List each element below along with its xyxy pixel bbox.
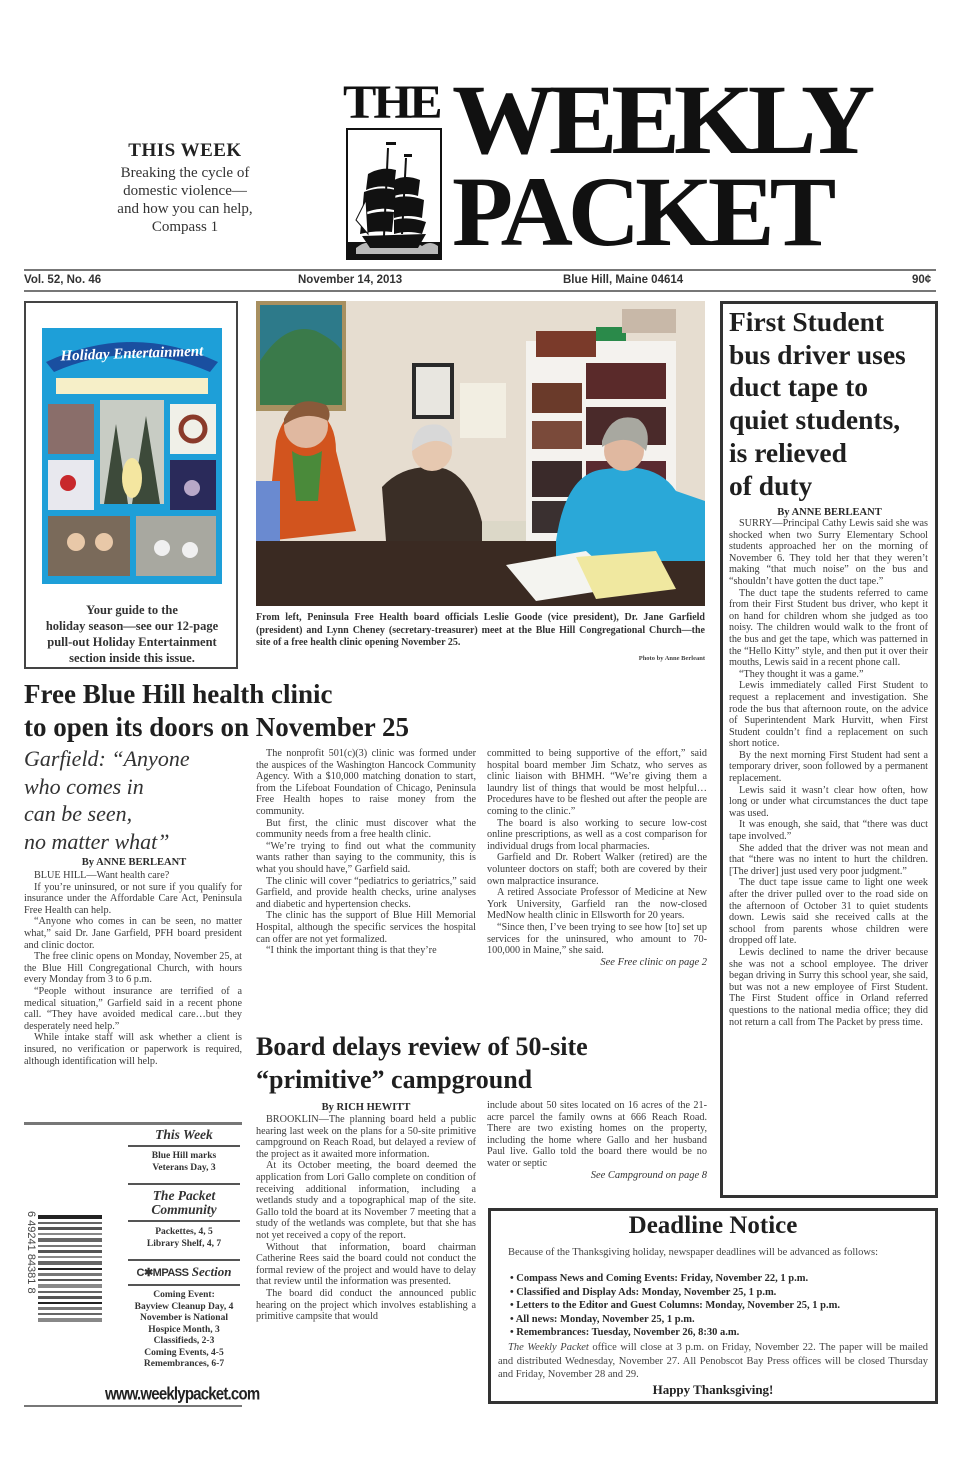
paragraph: BROOKLIN—The planning board held a public hearing last week on the plans for a 50-site primitive campground on Reach Road, but delayed a review of the project as it awaited more information. — [256, 1114, 476, 1160]
compass-logo: C✱MPASS — [136, 1267, 189, 1279]
paragraph: While intake staff will ask whether a client is insured, no verification or paperwork is required, although identification will help. — [24, 1032, 242, 1067]
website-link[interactable]: www.weeklypacket.com — [105, 1384, 260, 1405]
clinic-story-column-1 — [24, 870, 242, 1067]
caption-line: pull-out Holiday Entertainment — [47, 635, 217, 649]
paragraph: “People without insurance are terrified of a medical situation,” Garfield said in a recent phone call. “They have avoided medical care…but they desperately need help.” — [24, 985, 242, 1032]
index-item: Hospice Month, 3 — [148, 1324, 220, 1335]
paragraph: A retired Associate Professor of Medicine at New York University, Garfield ran the now-closed MedNow health clinic in Ellsworth for 20 years. — [487, 887, 707, 922]
headline-line: Board delays review of 50-site — [256, 1032, 588, 1061]
holiday-banner — [42, 328, 222, 374]
campground-story-column-2 — [487, 1100, 707, 1181]
paragraph: It was enough, she said, that “there was duct tape involved.” — [729, 819, 928, 843]
index-item: Bayview Cleanup Day, 4 — [134, 1301, 234, 1312]
closing-text: office will close at 3 p.m. on Friday, November 22. The paper will be mailed and distributed Wednesday, November 27. All Penobscot Bay Press offices will be closed Thursday and Friday, November 28 and 29. — [498, 1342, 928, 1380]
index-rule — [128, 1183, 240, 1185]
index-item: Coming Event: — [153, 1290, 215, 1300]
headline-line: First Student — [729, 306, 885, 337]
paragraph: The nonprofit 501(c)(3) clinic was formed under the auspices of the Washington Hancock Community Agency. With a $10,000 matching donation to start, from the Lifeboat Foundation of Chicago, Peninsula Free Health hopes to raise money from the community. — [256, 748, 476, 817]
deadline-sign-off: Happy Thanksgiving! — [652, 1382, 774, 1397]
teaser-line: domestic violence— — [123, 183, 247, 199]
headline-line: Free Blue Hill health clinic — [24, 679, 333, 709]
teaser-line: and how you can help, — [117, 201, 253, 217]
issue-date: November 14, 2013 — [298, 274, 403, 286]
paragraph: She added that the driver was not mean and that “there was no intent to hurt the children. [The driver] just used very poor judgment.” — [729, 842, 928, 877]
photo-credit: Photo by Anne Berleant — [638, 655, 705, 662]
index-heading-line: Community — [151, 1202, 217, 1217]
paragraph: The board did conduct the announced public hearing on the project which involves establishing a primitive campsite that would — [256, 1287, 476, 1323]
health-board-photo[interactable] — [256, 301, 705, 606]
location: Blue Hill, Maine 04614 — [563, 274, 684, 286]
index-community-heading — [128, 1189, 240, 1217]
paragraph: “They thought it was a game.” — [739, 668, 864, 680]
deadline-notice-title: Deadline Notice — [628, 1212, 798, 1239]
subhead-line: Garfield: “Anyone — [24, 746, 190, 771]
column-rule — [24, 1122, 242, 1125]
paragraph: If you’re uninsured, or not sure if you qualify for insurance under the Affordable Care Act, Peninsula Free Health can help. — [24, 881, 242, 916]
subhead-line: can be seen, — [24, 801, 133, 826]
index-item: Blue Hill marks — [151, 1151, 217, 1161]
caption-line: section inside this issue. — [69, 651, 195, 665]
headline-line: “primitive” campground — [256, 1065, 533, 1094]
clinic-story-byline: By ANNE BERLEANT — [81, 857, 187, 868]
headline-line: duct tape to — [729, 371, 869, 403]
deadline-list — [510, 1272, 930, 1340]
headline-line: to open its doors on November 25 — [24, 712, 410, 742]
headline-line: of duty — [729, 469, 813, 501]
deadline-item: • All news: Monday, November 25, 1 p.m. — [510, 1313, 695, 1325]
headline-line: bus driver uses — [729, 338, 906, 370]
folio-rule-top — [24, 269, 936, 271]
index-this-week-heading: This Week — [155, 1127, 213, 1142]
index-item: Library Shelf, 4, 7 — [146, 1238, 222, 1249]
compass-section-label: Section — [191, 1264, 232, 1279]
sailing-ship-icon — [346, 128, 442, 260]
headline-line: quiet students, — [729, 404, 901, 436]
clinic-jump-link[interactable]: See Free clinic on page 2 — [600, 956, 707, 968]
paragraph: The clinic will cover “pediatrics to geriatrics,” said Garfield, and provide health checks, urine analyses and diabetic and hypertension checks. — [256, 875, 476, 910]
paragraph: “I think the important thing is that they’re — [266, 945, 437, 957]
masthead-the: THE — [343, 75, 440, 129]
masthead-packet: PACKET — [452, 156, 832, 267]
campground-story-byline: By RICH HEWITT — [321, 1102, 411, 1113]
paragraph: BLUE HILL—Want health care? — [34, 870, 170, 881]
deadline-notice-closing — [498, 1341, 928, 1382]
paragraph: Without that information, board chairman Catherine Rees said the board could not conduct the formal review of the project and would have to delay that review until the information was presented. — [256, 1241, 476, 1288]
deadline-item: • Classified and Display Ads: Monday, November 25, 1 p.m. — [510, 1286, 777, 1298]
masthead-weekly: WEEKLY — [452, 64, 870, 175]
deadline-notice-intro: Because of the Thanksgiving holiday, newspaper deadlines will be advanced as follows: — [508, 1247, 879, 1258]
volume-number: Vol. 52, No. 46 — [24, 274, 102, 286]
caption-line: holiday season—see our 12-page — [45, 619, 219, 633]
index-this-week-items[interactable] — [128, 1151, 240, 1174]
subhead-line: who comes in — [24, 773, 144, 799]
index-item: Remembrances, 6-7 — [143, 1359, 225, 1369]
index-rule — [128, 1145, 240, 1147]
clinic-story-headline[interactable] — [24, 678, 494, 744]
clinic-story-column-2 — [256, 748, 476, 957]
paragraph: The board is also working to secure low-cost online prescriptions, as well as a cost comparison for individual drugs from local pharmacies. — [487, 817, 707, 852]
subhead-line: no matter what” — [24, 828, 170, 854]
headline-line: is relieved — [729, 436, 847, 468]
price: 90¢ — [912, 274, 932, 286]
bottom-rule — [24, 1405, 242, 1407]
index-item: Classifieds, 2-3 — [153, 1336, 215, 1346]
index-heading-line: The Packet — [152, 1188, 216, 1203]
svg-text:Holiday Entertainment: Holiday Entertainment — [60, 343, 204, 365]
paragraph: committed to being supportive of the effort,” said hospital board member Jim Schatz, who serves as clinic liaison with BHMH. “We’re giving them a laundry list of things that would be most helpful…Procedures have to be fleshed out after the people are coming to the clinic.” — [487, 748, 707, 817]
holiday-promo-caption — [30, 602, 234, 666]
index-item: Coming Events, 4-5 — [144, 1347, 224, 1358]
paragraph: By the next morning First Student had sent a temporary driver, soon followed by a permanent replacement. — [729, 749, 928, 785]
svg-text:6 49241 84381 8: 6 49241 84381 8 — [25, 1211, 37, 1294]
folio-rule-bottom — [24, 290, 936, 292]
index-compass-heading — [128, 1264, 240, 1280]
clinic-story-subhead — [24, 745, 244, 855]
deadline-item: • Compass News and Coming Events: Friday, November 22, 1 p.m. — [510, 1273, 809, 1284]
deadline-item: • Remembrances: Tuesday, November 26, 8:30 a.m. — [510, 1327, 740, 1338]
teaser-line: Compass 1 — [151, 219, 219, 235]
barcode — [38, 1215, 102, 1327]
paper-name: The Weekly Packet — [508, 1342, 589, 1353]
paragraph: “Since then, I’ve been trying to see how [to] set up services for the uninsured, who amount to 70-100,000 in Maine,” she said. — [487, 921, 707, 957]
teaser-line: Breaking the cycle of — [120, 165, 250, 181]
bus-story-headline[interactable] — [729, 306, 934, 502]
bus-story-body — [729, 518, 928, 1028]
paragraph: But first, the clinic must discover what the community needs from a free health clinic. — [256, 817, 476, 841]
paragraph: “Anyone who comes in can be seen, no matter what,” said Dr. Jane Garfield, PFH board president and clinic doctor. — [24, 916, 242, 951]
index-rule — [128, 1220, 240, 1222]
campground-story-headline[interactable] — [256, 1030, 716, 1096]
paragraph: The duct tape issue came to light one week after the driver pulled over to the road side on the afternoon of October 31 to quiet students down. Lewis said she received calls at the school from parents whose children were dropped off late. — [729, 877, 928, 947]
index-item: November is National — [140, 1313, 228, 1323]
index-item: Veterans Day, 3 — [152, 1162, 216, 1173]
paragraph: Garfield and Dr. Robert Walker (retired) are the volunteer doctors on staff; both are covered by their own malpractice insurance. — [487, 852, 707, 887]
deadline-item: • Letters to the Editor and Guest Columns: Monday, November 25, 1 p.m. — [510, 1300, 840, 1311]
caption-line: Your guide to the — [86, 603, 178, 617]
paragraph: Lewis said it wasn’t clear how often, how long or under what circumstances the duct tape was used. — [729, 784, 928, 819]
campground-jump-link[interactable]: See Campground on page 8 — [590, 1169, 707, 1181]
paragraph: “We’re trying to find out what the community wants rather than saying to the community, this is what you should have,” Garfield said. — [256, 840, 476, 875]
teaser-heading: THIS WEEK — [128, 140, 242, 161]
paragraph: SURRY—Principal Cathy Lewis said she was shocked when two Surry Elementary School students approached her on the morning of November 6. They told her that they weren’t making “that much noise” on the bus and “shouldn’t have gotten the duct tape.” — [729, 518, 928, 587]
bus-story-byline: By ANNE BERLEANT — [777, 507, 882, 518]
clinic-story-column-3 — [487, 748, 707, 968]
paragraph: Lewis declined to name the driver because she was not a school employee. The driver began driving in Surry this school year, she said, but was not a new employee of First Student. The First Student office in Orland referred questions to the national media office; they did not return a call from The Packet by press time. — [729, 946, 928, 1028]
paragraph: The clinic has the support of Blue Hill Memorial Hospital, although the specific services the hospital can offer are not yet formalized. — [256, 910, 476, 945]
paragraph: Lewis immediately called First Student to request a replacement and investigation. She rode the bus that afternoon route, on the advice of Superintendent Mark Hurvitt, when First Student couldn’t find a replacement on such short notice. — [729, 680, 928, 750]
teaser-body — [100, 164, 270, 236]
photo-caption: From left, Peninsula Free Health board officials Leslie Goode (vice president), Dr. Jane Garfield (president) and Lynn Cheney (secretary-treasurer) meet at the Blue Hill Congregational Church—the site of a free health clinic opening November 25. — [256, 612, 705, 648]
index-compass-items[interactable] — [128, 1290, 240, 1371]
index-item: Packettes, 4, 5 — [155, 1227, 213, 1237]
paragraph: The duct tape the students referred to came from their First Student bus driver, who kept it on hand for children whom she judged as too noisy. The children would walk to the front of the bus and get the tape, which was patterned in the “Hello Kitty” style, and then put it over their mouths, Lewis said in a recent phone call. — [729, 587, 928, 669]
index-community-items[interactable] — [128, 1227, 240, 1250]
index-rule — [128, 1259, 240, 1261]
campground-story-column-1 — [256, 1114, 476, 1323]
paragraph: At its October meeting, the board deemed the application from Lori Gallo complete on condition of receiving additional information, including a wetlands study and a topographical map of the site. Gallo told the board at its November 7 meeting that a study of the wetlands was complete, but that she has not yet received a copy of the report. — [256, 1160, 476, 1241]
this-week-teaser[interactable] — [100, 140, 270, 236]
paragraph: include about 50 sites located on 16 acres of the 21-acre parcel the family owns at 666 Reach Road. There are two existing homes on the property, including the home where Gallo and her husband Paul live. Gallo told the board there would be no water or septic — [487, 1100, 707, 1169]
index-rule — [128, 1284, 240, 1286]
paragraph: The free clinic opens on Monday, November 25, at the Blue Hill Congregational Church, with hours every Monday from 3 to 6 p.m. — [24, 951, 242, 986]
barcode-digits — [8, 1211, 38, 1329]
